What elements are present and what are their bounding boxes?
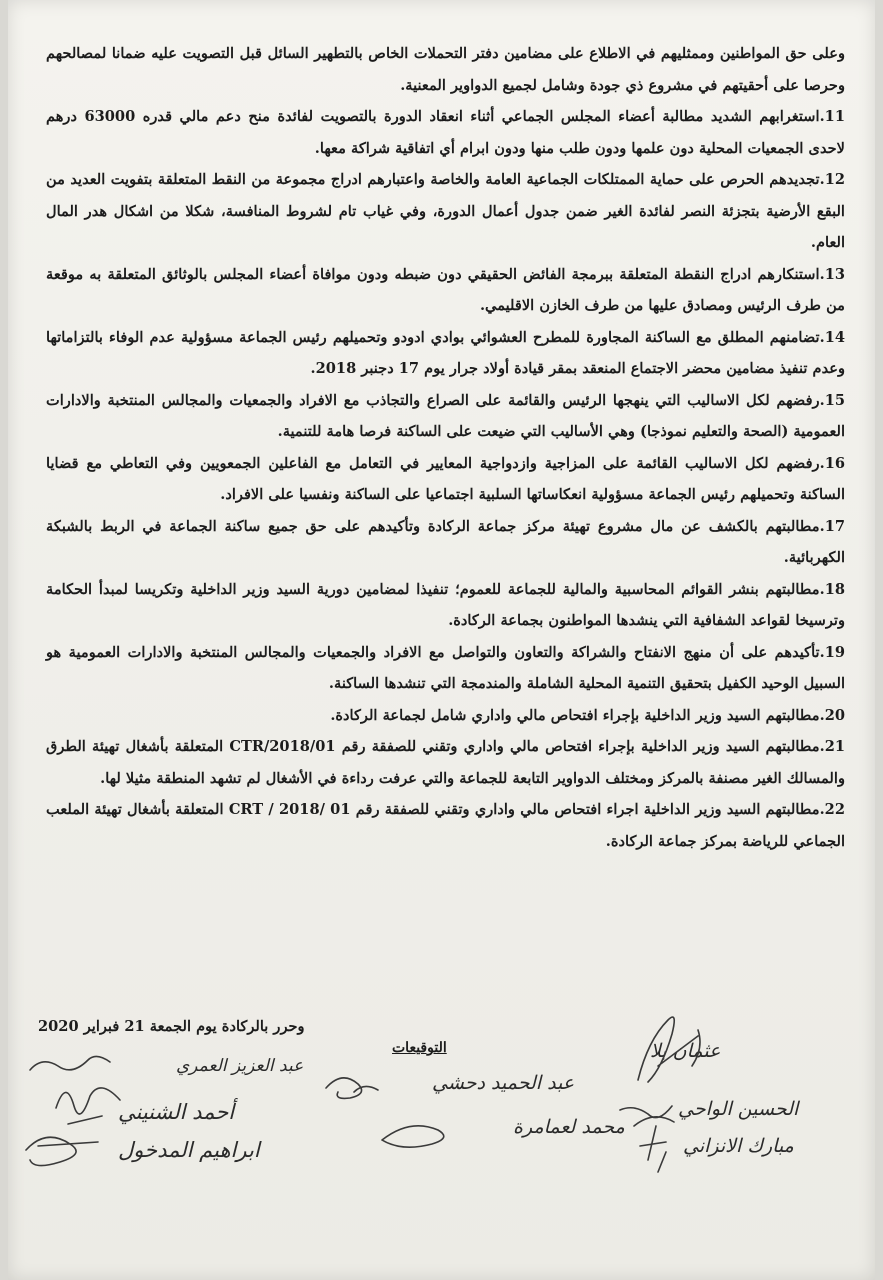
signature-name-8: مبارك الانزاني bbox=[683, 1135, 794, 1157]
list-item-14 bbox=[46, 322, 845, 385]
document-page bbox=[8, 0, 875, 1280]
item-text: مطالبتهم السيد وزير الداخلية بإجراء افتحاص مالي واداري وتقني للصفقة رقم CTR/2018/01 المتعلقة بأشغال تهيئة الطرق والمسالك الغير مصنفة بالمركز ومختلف الدواوير التابعة للجماعة والتي عرفت رداءة في الأشغال لم تشهد المنطقة مثيلا لها. bbox=[46, 738, 845, 787]
numbered-list bbox=[46, 101, 845, 857]
signatures-heading: التوقيعات bbox=[392, 1040, 447, 1056]
item-number: 21. bbox=[819, 738, 845, 755]
item-number: 13. bbox=[819, 265, 845, 283]
signature-stroke-2 bbox=[56, 1088, 120, 1124]
list-item-22 bbox=[46, 794, 845, 857]
list-item-19 bbox=[46, 637, 845, 700]
list-item-15 bbox=[46, 385, 845, 448]
signature-scribbles bbox=[8, 1000, 875, 1190]
signature-name-2: أحمد الشنيني bbox=[118, 1100, 235, 1124]
signature-stroke-4 bbox=[326, 1078, 378, 1099]
item-text: رفضهم لكل الاساليب التي ينهجها الرئيس والقائمة على الصراع والتجاذب مع الافراد والجمعيات والمجالس المنتخبة والادارات العمومية (الصحة والتعليم نموذجا) وهي الأساليب التي ضيعت على الساكنة فرصا هامة للتنمية. bbox=[46, 391, 845, 440]
signature-stroke-1 bbox=[30, 1056, 110, 1070]
item-number: 18. bbox=[819, 580, 845, 598]
list-item-20 bbox=[46, 700, 845, 732]
item-text: تجديدهم الحرص على حماية الممتلكات الجماعية العامة والخاصة واعتبارهم ادراج مجموعة من النقط المتعلقة بتفويت العديد من البقع الأرضية بتجزئة النصر لفائدة الغير ضمن جدول أعمال الدورة، وفي غياب تام لشروط المنافسة، شكلا من اشكال هدر المال العام. bbox=[46, 171, 845, 251]
list-item-17 bbox=[46, 511, 845, 574]
document-body bbox=[46, 38, 845, 857]
signature-name-6: عثمان بلا bbox=[650, 1040, 721, 1062]
item-number: 20. bbox=[819, 706, 845, 724]
item-text: رفضهم لكل الاساليب القائمة على المزاجية وازدواجية المعايير في التعامل مع الفاعلين الجمعويين وفي التعاطي مع قضايا الساكنة وتحميلهم رئيس الجماعة مسؤولية انعكاساتها السلبية اجتماعيا على الساكنة ونفسيا على الافراد. bbox=[46, 454, 845, 503]
item-text: تأكيدهم على أن منهج الانفتاح والشراكة والتعاون والتواصل مع الافراد والجمعيات والمجالس المنتخبة والادارات العمومية هو السبيل الوحيد الكفيل بتحقيق التنمية المحلية الشاملة والمندمجة التي تنشدها الساكنة. bbox=[46, 643, 845, 692]
list-item-18 bbox=[46, 574, 845, 637]
item-number: 14. bbox=[819, 328, 845, 346]
signature-stroke-7 bbox=[620, 1106, 674, 1126]
item-text: استنكارهم ادراج النقطة المتعلقة ببرمجة الفائض الحقيقي دون ضبطه ودون موافاة أعضاء المجلس بالوثائق المتعلقة به موقعة من طرف الرئيس ومصادق عليها من طرف الخازن الاقليمي. bbox=[46, 265, 845, 314]
signature-name-1: عبد العزيز العمري bbox=[176, 1056, 304, 1076]
signature-name-7: الحسين الواحي bbox=[678, 1098, 799, 1120]
item-number: 16. bbox=[819, 454, 845, 472]
item-number: 17. bbox=[819, 517, 845, 535]
signature-stroke-3 bbox=[26, 1137, 98, 1165]
item-text: استغرابهم الشديد مطالبة أعضاء المجلس الجماعي أثناء انعقاد الدورة بالتصويت لفائدة منح دعم مالي قدره 63000 درهم لاحدى الجمعيات المحلية دون علمها ودون طلب منها ودون ابرام أي اتفاقية شراكة معها. bbox=[46, 108, 845, 157]
list-item-13 bbox=[46, 259, 845, 322]
signature-name-5: محمد لعمامرة bbox=[513, 1116, 625, 1138]
item-number: 11. bbox=[819, 108, 845, 125]
list-item-21 bbox=[46, 731, 845, 794]
signature-stroke-6 bbox=[638, 1017, 700, 1082]
list-item-11 bbox=[46, 101, 845, 164]
item-number: 19. bbox=[819, 643, 845, 661]
item-text: تضامنهم المطلق مع الساكنة المجاورة للمطرح العشوائي بوادي ادودو وتحميلهم رئيس الجماعة مسؤولية عدم الوفاء بالتزاماتها وعدم تنفيذ مضامين محضر الاجتماع المنعقد بمقر قيادة أولاد جرار يوم 17 دجنبر 2018. bbox=[46, 328, 845, 377]
item-text: مطالبتهم السيد وزير الداخلية اجراء افتحاص مالي واداري وتقني للصفقة رقم CRT / 2018/ 01 المتعلقة بأشغال تهيئة الملعب الجماعي للرياضة بمركز جماعة الركادة. bbox=[46, 801, 845, 850]
item-text: مطالبتهم بنشر القوائم المحاسبية والمالية للجماعة للعموم؛ تنفيذا لمضامين دورية السيد وزير الداخلية وتكريسا لمبدأ الحكامة وترسيخا لقواعد الشفافية التي ينشدها المواطنون بجماعة الركادة. bbox=[46, 580, 845, 629]
list-item-12 bbox=[46, 164, 845, 259]
dateline: وحرر بالركادة يوم الجمعة 21 فبراير 2020 bbox=[38, 1018, 305, 1035]
signature-name-3: ابراهيم المدخول bbox=[118, 1138, 260, 1162]
signature-stroke-8 bbox=[640, 1126, 666, 1172]
item-number: 15. bbox=[819, 391, 845, 409]
list-item-16 bbox=[46, 448, 845, 511]
item-text: مطالبتهم السيد وزير الداخلية بإجراء افتحاص مالي واداري شامل لجماعة الركادة. bbox=[330, 706, 820, 724]
intro-paragraph: وعلى حق المواطنين وممثليهم في الاطلاع على مضامين دفتر التحملات الخاص بالتطهير السائل قبل التصويت عليه ضمانا لمصالحهم وحرصا على أحقيتهم في مشروع ذي جودة وشامل لجميع الدواوير المعنية. bbox=[46, 45, 845, 94]
signature-name-4: عبد الحميد دحشي bbox=[432, 1072, 575, 1094]
item-number: 22. bbox=[819, 801, 845, 818]
item-number: 12. bbox=[819, 171, 845, 188]
item-text: مطالبتهم بالكشف عن مال مشروع تهيئة مركز جماعة الركادة وتأكيدهم على حق جميع ساكنة الجماعة في الربط بالشبكة الكهربائية. bbox=[46, 517, 845, 566]
signature-stroke-5 bbox=[382, 1126, 444, 1147]
